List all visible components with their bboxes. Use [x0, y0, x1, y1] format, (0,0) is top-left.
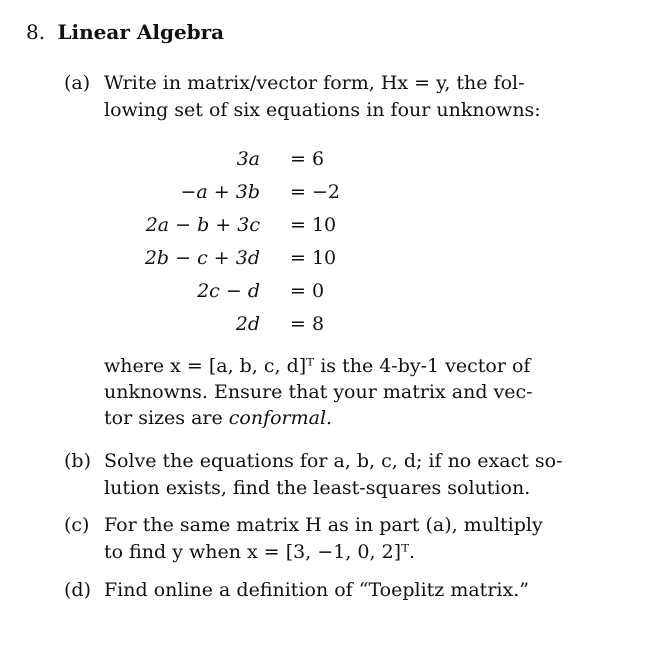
part-a-intro-line-2: lowing set of six equations in four unknowns: [104, 99, 541, 121]
where-line-2: unknowns. Ensure that your matrix and vec- [104, 381, 533, 403]
equation-rhs: = −2 [290, 181, 340, 203]
equation-row [145, 209, 350, 242]
equation-rhs: = 10 [290, 247, 337, 269]
part-a-intro-line-1: Write in matrix/vector form, Hx = y, the fol- [104, 72, 525, 94]
conformal-emphasis: conformal. [228, 407, 333, 429]
where-line-3-prefix: tor sizes are [104, 407, 229, 429]
part-b-line-2: lution exists, find the least-squares solution. [104, 477, 531, 499]
equation-lhs: 2a − b + 3c [145, 214, 260, 236]
where-line-3 [104, 405, 550, 431]
problem-number: 8. [26, 20, 46, 44]
equation-row [150, 143, 350, 176]
equation-lhs: 3a [236, 148, 260, 170]
equation-lhs: 2c − d [197, 280, 260, 302]
part-d [64, 577, 550, 604]
equation-lhs: 2b − c + 3d [144, 247, 260, 269]
equation-lhs: 2d [235, 313, 260, 335]
equation-rhs: = 6 [290, 148, 325, 170]
equation-rhs: = 0 [290, 280, 325, 302]
part-d-line-1: Find online a definition of “Toeplitz matrix.” [104, 579, 529, 601]
part-b-text [104, 448, 563, 502]
part-b-line-1: Solve the equations for a, b, c, d; if no exact so- [104, 450, 563, 472]
equation-row [150, 176, 350, 209]
equation-row [150, 275, 350, 308]
part-b-label: (b) [64, 450, 91, 472]
part-d-label: (d) [64, 579, 91, 601]
equation-system [144, 143, 350, 341]
part-b [64, 448, 563, 502]
part-c [64, 512, 550, 566]
problem-heading [26, 18, 224, 46]
problem-title: Linear Algebra [57, 20, 225, 44]
where-line-1: where x = [a, b, c, d]ᵀ is the 4-by-1 vector of [104, 355, 531, 377]
part-c-line-2: to find y when x = [3, −1, 0, 2]ᵀ. [104, 541, 416, 563]
part-a [64, 70, 550, 124]
part-c-line-1: For the same matrix H as in part (a), multiply [104, 514, 543, 536]
part-a-text [104, 70, 550, 124]
equation-lhs: −a + 3b [180, 181, 260, 203]
part-c-label: (c) [64, 514, 90, 536]
equation-rhs: = 10 [290, 214, 337, 236]
part-a-where-paragraph [104, 353, 550, 431]
equation-row [144, 242, 350, 275]
equation-row [150, 308, 350, 341]
equation-rhs: = 8 [290, 313, 325, 335]
part-d-text [104, 577, 550, 604]
part-c-text [104, 512, 550, 566]
part-a-label: (a) [64, 72, 91, 94]
